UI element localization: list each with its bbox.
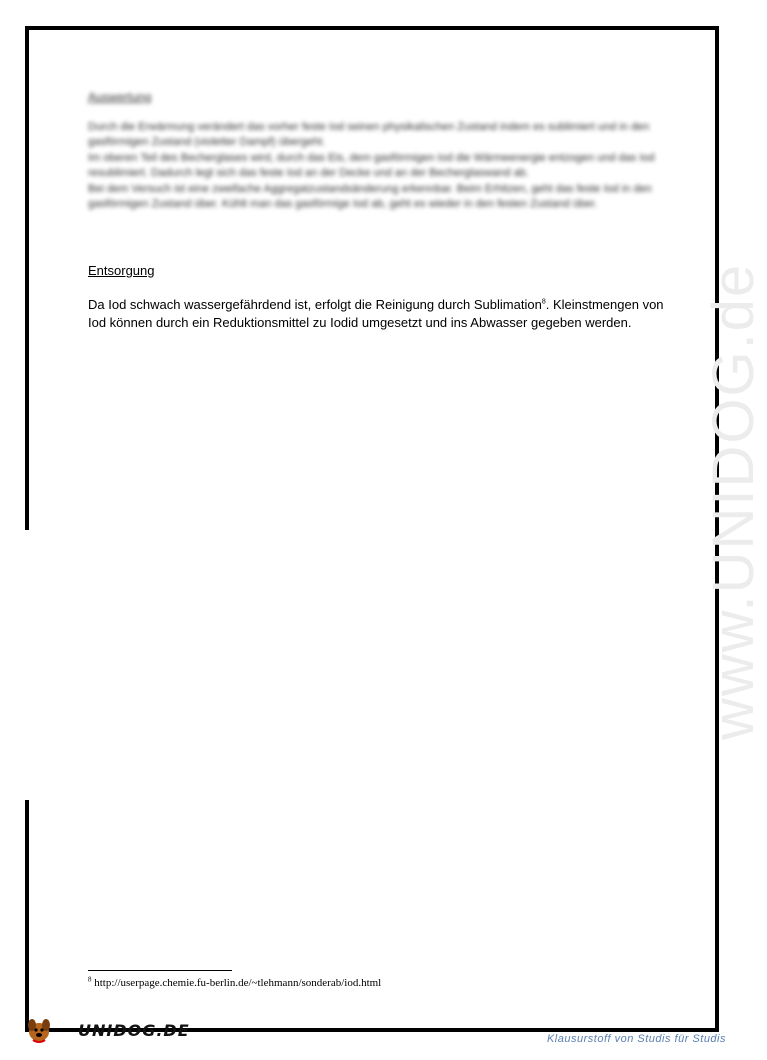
paragraph-text: . Kleinstmengen von Iod können durch ein Reduktionsmittel zu Iodid umgesetzt und ins Abwasser gegeben werden. (88, 297, 664, 330)
blurred-paragraph: Bei dem Versuch ist eine zweifache Aggregatzustandsänderung erkennbar. Beim Erhitzen, geht das feste Iod in den gasförmigen Zustand über. Kühlt man das gasförmige Iod ab, geht es wieder in den festen Zustand über. (88, 182, 652, 210)
blurred-heading: Auswertung (88, 90, 152, 104)
footnote-url[interactable]: http://userpage.chemie.fu-berlin.de/~tlehmann/sonderab/iod.html (91, 977, 382, 989)
footnote-ref[interactable]: 8 (541, 298, 546, 306)
footnote-rule (88, 970, 232, 971)
paragraph-text: Da Iod schwach wassergefährdend ist, erfolgt die Reinigung durch Sublimation (88, 297, 542, 312)
blurred-section (88, 90, 668, 213)
unidog-logo[interactable] (26, 1014, 190, 1046)
dog-mascot-icon (26, 1017, 52, 1043)
footnote (88, 977, 381, 989)
footnote-number: 8 (88, 975, 92, 984)
blurred-paragraph: Im oberen Teil des Becherglases wird, durch das Eis, dem gasförmigen Iod die Wärmeenergie entzogen und das Iod resublimiert. Dadurch legt sich das feste Iod an der Decke und an der Becherglaswand ab. (88, 151, 655, 179)
border-gap-right (720, 795, 730, 1020)
logo-text: UNIDOG.DE (78, 1020, 190, 1040)
section-heading-entsorgung: Entsorgung (88, 263, 155, 278)
blurred-paragraph: Durch die Erwärmung verändert das vorher feste Iod seinen physikalischen Zustand indem es sublimiert und in den gasförmigen Zustand (violetter Dampf) übergeht. (88, 120, 650, 148)
watermark: www.UNIDOG.de (701, 262, 766, 740)
entsorgung-paragraph (88, 296, 678, 331)
footer-tagline: Klausurstoff von Studis für Studis (546, 1033, 726, 1045)
border-gap-left (20, 530, 30, 800)
